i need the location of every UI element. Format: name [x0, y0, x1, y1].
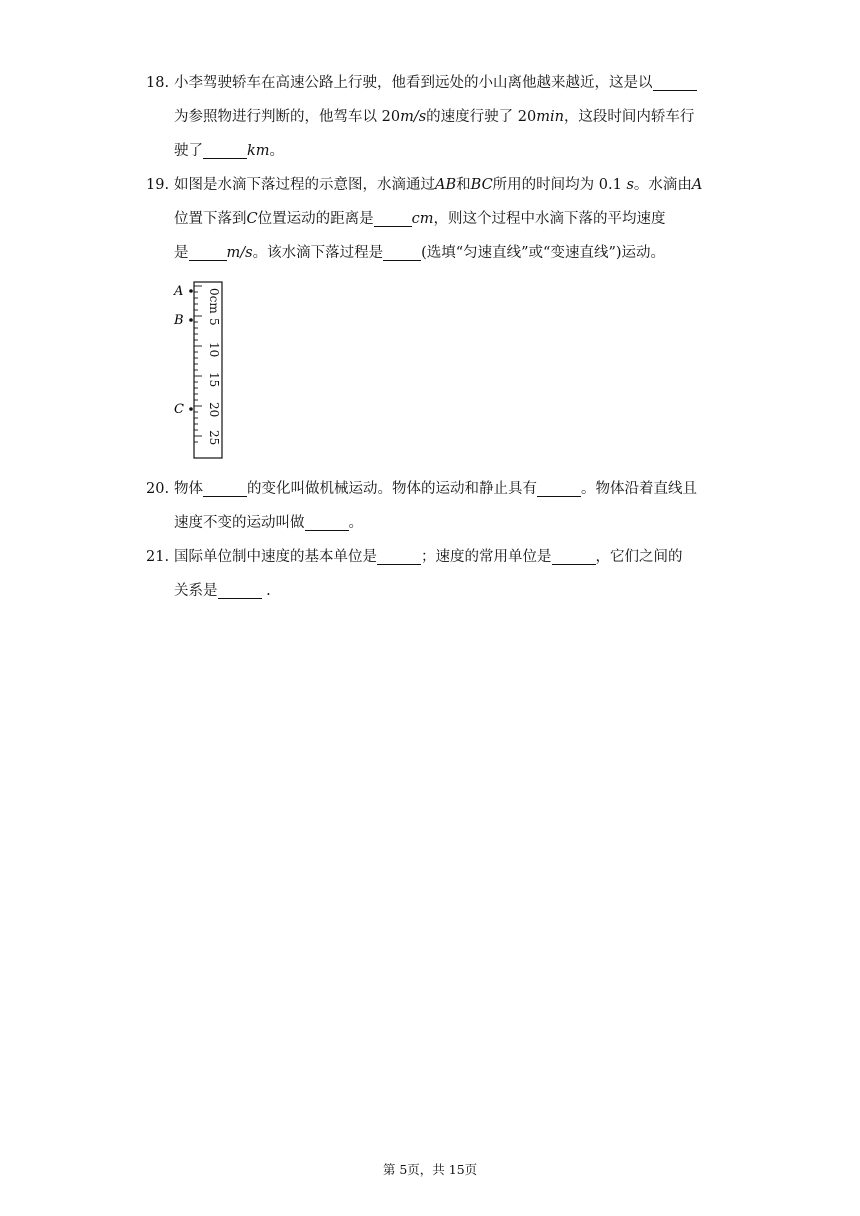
- question-text: ，它们之间的: [595, 549, 683, 565]
- question-text: 。该水滴下落过程是: [252, 245, 384, 261]
- ruler-label-25: 25: [207, 430, 221, 446]
- speed-unit: m/s: [226, 245, 253, 261]
- question-text: 国际单位制中速度的基本单位是: [174, 549, 377, 565]
- answer-blank: [653, 72, 697, 91]
- question-text: 为参照物进行判断的，他驾车以: [174, 109, 377, 125]
- question-text: (选填“匀速直线”或“变速直线”)运动。: [421, 245, 666, 261]
- question-text: 速度不变的运动叫做: [174, 515, 305, 531]
- question-text: 和: [456, 177, 471, 193]
- question-text: 。物体沿着直线且: [581, 481, 697, 497]
- question-text: 的变化叫做机械运动。物体的运动和静止具有: [247, 481, 537, 497]
- ruler-label-15: 15: [207, 372, 221, 388]
- ruler-figure: [170, 278, 230, 463]
- drop-dot: [189, 318, 193, 322]
- question-text: 。水滴由: [633, 177, 692, 193]
- ruler-diagram: [170, 278, 230, 463]
- time-unit: s: [626, 177, 634, 193]
- point-a: A: [691, 177, 703, 193]
- question-text: 。: [269, 143, 285, 159]
- question-text: 位置下落到: [174, 211, 247, 227]
- answer-blank: [537, 478, 581, 497]
- question-text: ，则这个过程中水滴下落的平均速度: [433, 211, 666, 227]
- question-text: ；速度的常用单位是: [421, 549, 552, 565]
- question-text: 小李驾驶轿车在高速公路上行驶，他看到远处的小山离他越来越近，这是以: [174, 75, 653, 91]
- answer-blank: [218, 580, 262, 599]
- time-value: 0.1: [598, 177, 622, 193]
- question-text: 所用的时间均为: [492, 177, 595, 193]
- time-value: 20: [517, 109, 537, 125]
- point-label: C: [174, 402, 184, 417]
- drop-dot: [189, 407, 193, 411]
- ruler-label-10: 10: [207, 342, 221, 358]
- page-footer: 第 5页，共 15页: [382, 1162, 478, 1177]
- question-text: 位置运动的距离是: [257, 211, 374, 227]
- question-text: 物体: [174, 481, 203, 497]
- ruler-label-20: 20: [207, 402, 221, 418]
- answer-blank: [374, 208, 412, 227]
- ruler-label-5: 5: [207, 318, 221, 326]
- question-text: 如图是水滴下落过程的示意图，水滴通过: [174, 177, 435, 193]
- question-number: 18.: [146, 75, 170, 91]
- point-a-marker: [173, 284, 193, 299]
- question-18: [146, 66, 726, 168]
- question-number: 19.: [146, 177, 170, 193]
- question-text: 。: [348, 515, 363, 531]
- distance-unit: km: [247, 143, 270, 159]
- question-number: 20.: [146, 481, 170, 497]
- point-b-marker: [173, 313, 193, 328]
- question-text: 是: [174, 245, 189, 261]
- speed-unit: m/s: [400, 109, 427, 125]
- drop-dot: [189, 289, 193, 293]
- distance-unit: cm: [411, 211, 434, 227]
- question-number: 21.: [146, 549, 170, 565]
- point-label: B: [174, 313, 184, 328]
- question-text: ，这段时间内轿车行: [563, 109, 695, 125]
- segment-ab: AB: [435, 177, 457, 193]
- question-20: [146, 472, 726, 540]
- answer-blank: [377, 546, 421, 565]
- segment-bc: BC: [470, 177, 493, 193]
- point-c-marker: [174, 402, 193, 417]
- point-label: A: [174, 284, 184, 299]
- answer-blank: [203, 478, 247, 497]
- speed-value: 20: [381, 109, 401, 125]
- answer-blank: [203, 140, 247, 159]
- question-19: [146, 168, 726, 270]
- ruler-label-0: 0cm: [207, 288, 221, 314]
- question-text: 的速度行驶了: [426, 109, 514, 125]
- question-21: [146, 540, 726, 608]
- point-c: C: [246, 211, 258, 227]
- question-text: 关系是: [174, 583, 218, 599]
- time-unit: min: [536, 109, 564, 125]
- answer-blank: [305, 512, 349, 531]
- question-text: 驶了: [174, 143, 203, 159]
- answer-blank: [383, 242, 421, 261]
- question-text: .: [266, 583, 271, 599]
- answer-blank: [552, 546, 596, 565]
- answer-blank: [189, 242, 227, 261]
